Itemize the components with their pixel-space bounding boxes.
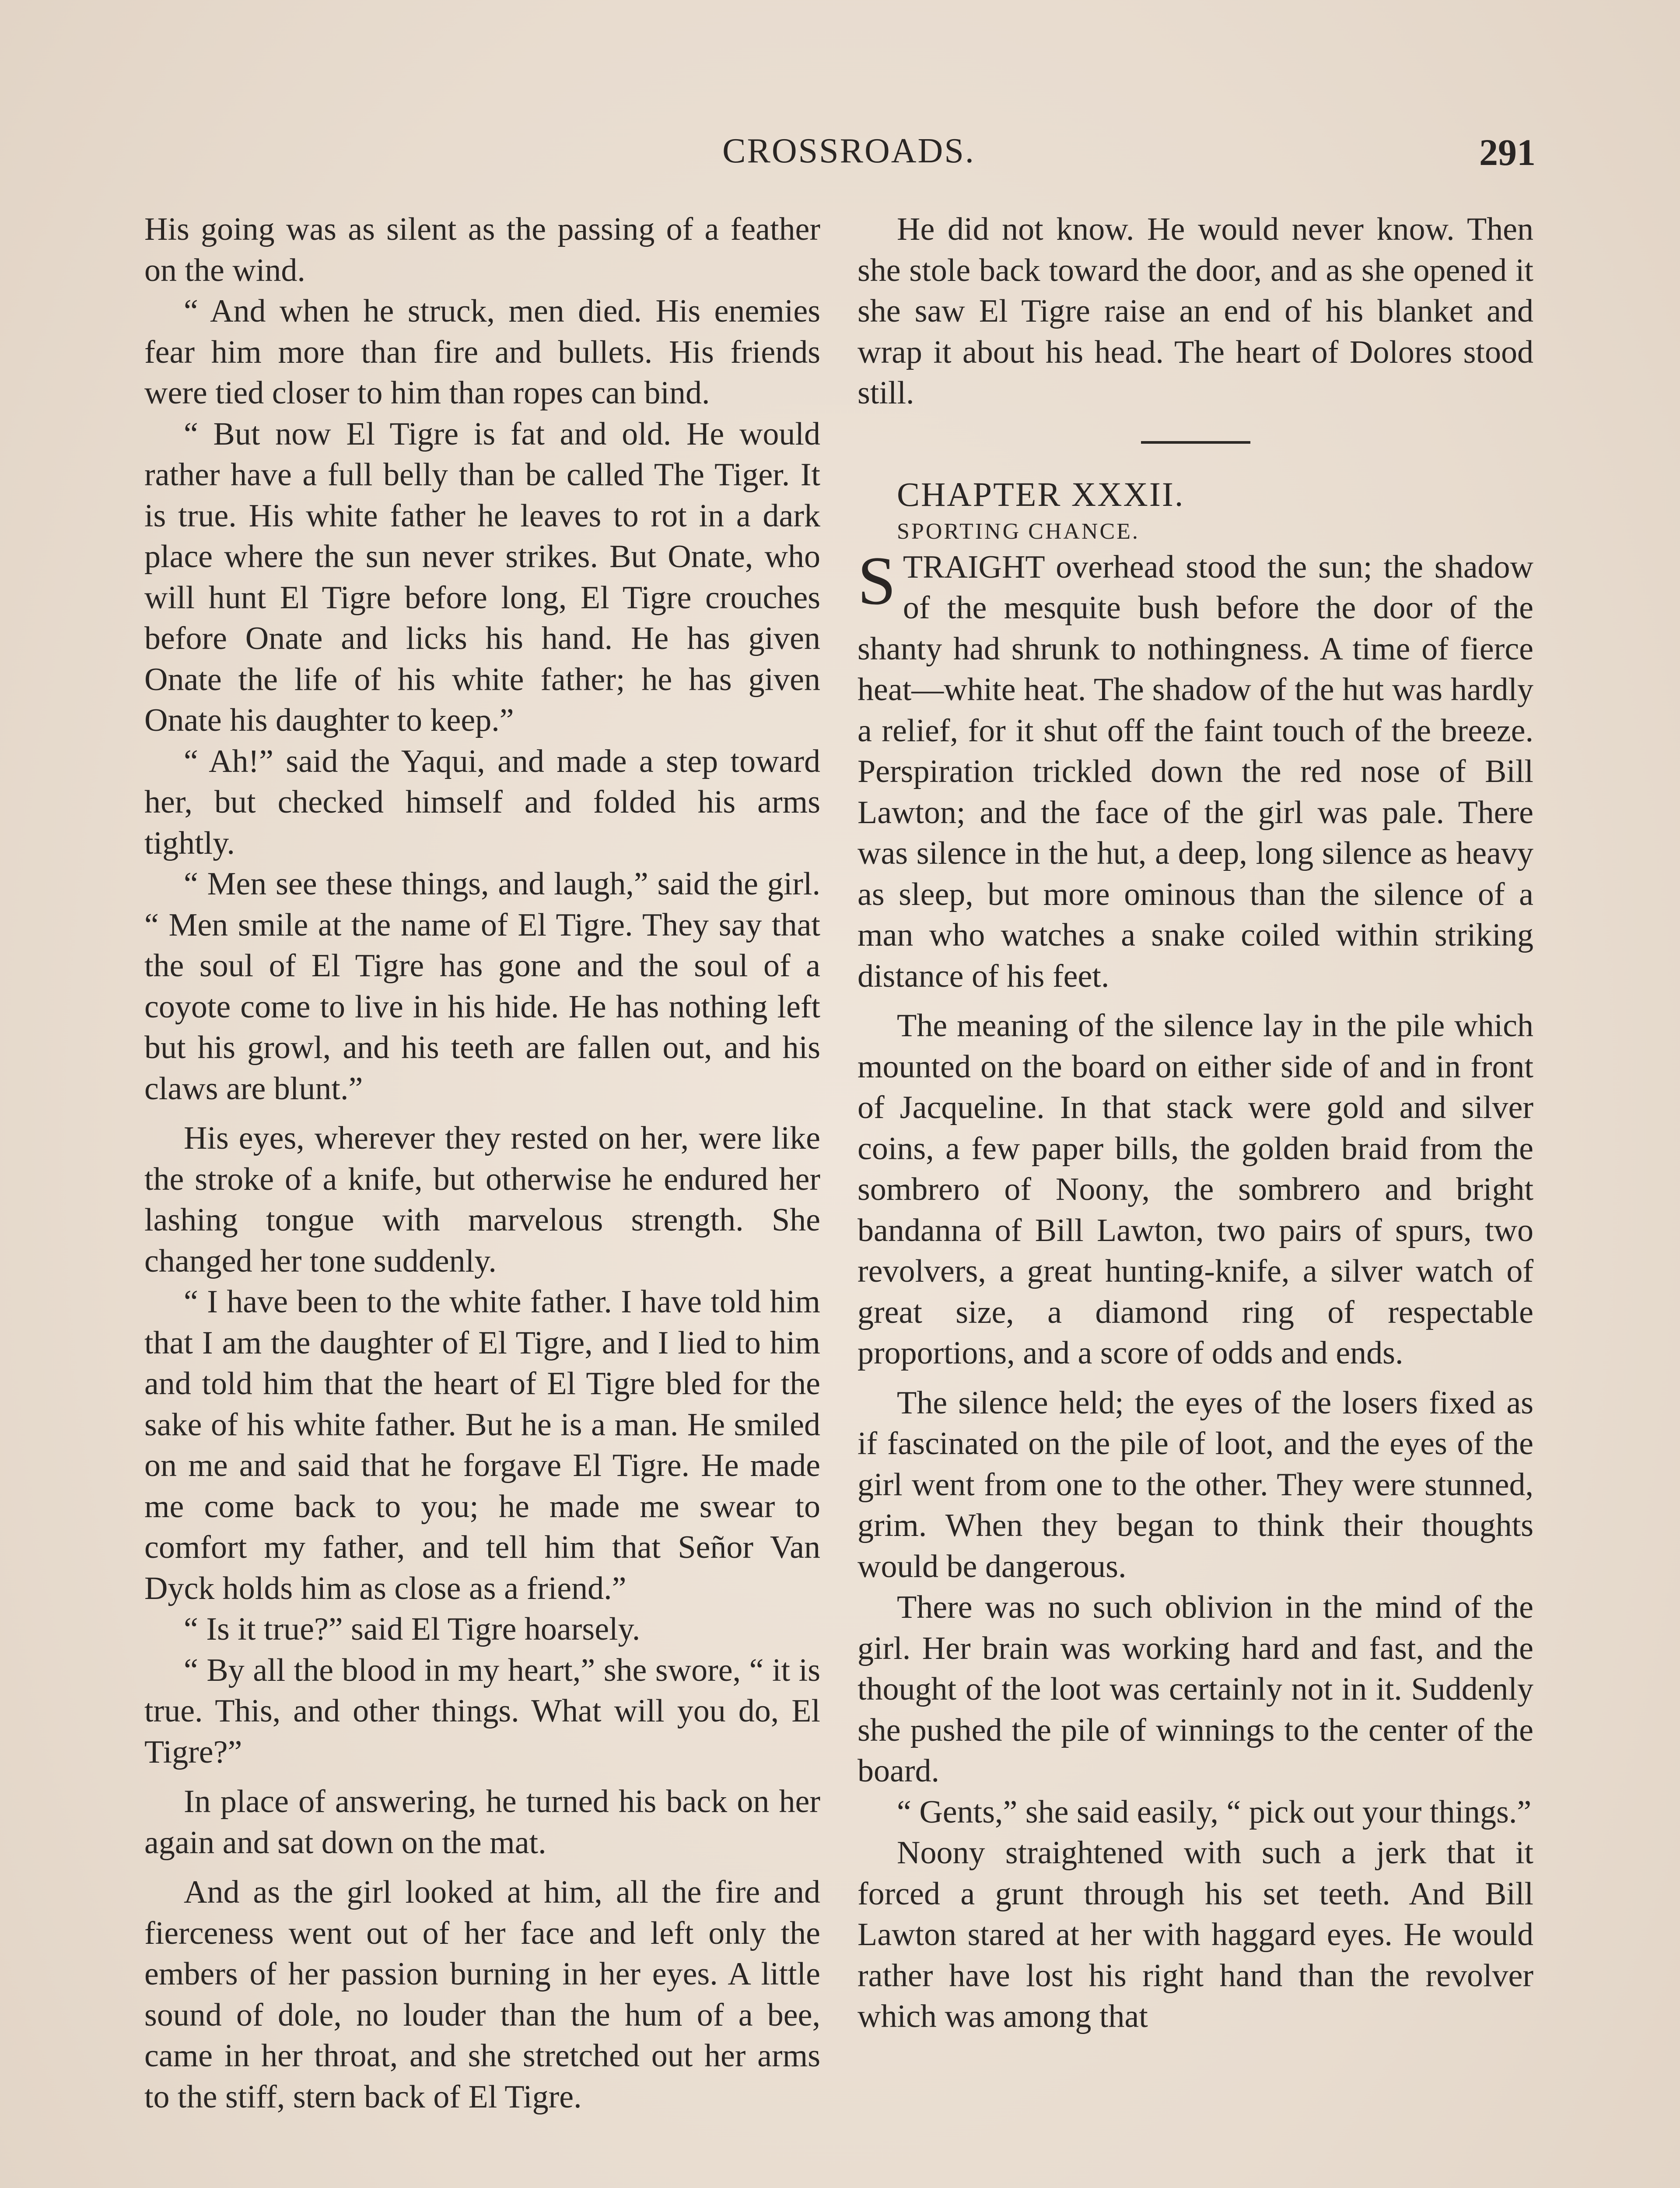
paragraph: And as the girl looked at him, all the fire and fierceness went out of her face and left only the embers of her passion burning in her eyes. A little sound of dole, no louder than the hum of a bee, came in her throat, and she stretched out her arms to the stiff, stern back of El Tigre. — [144, 1874, 820, 2115]
page-number: 291 — [1479, 131, 1536, 173]
paragraph: “ But now El Tigre is fat and old. He would rather have a full belly than be called The Tiger. It is true. His white father he leaves to rot in a dark place where the sun never strikes. But Onate, who will hunt El Tigre before long, El Tigre crouches before Onate and licks his hand. He has given Onate the life of his white father; he has given Onate his daughter to keep.” — [144, 416, 820, 738]
right-column — [858, 209, 1533, 2037]
paragraph: He did not know. He would never know. Then she stole back toward the door, and as she opened it she saw El Tigre raise an end of his blanket and wrap it about his head. The heart of Dolores stood still. — [858, 211, 1533, 411]
paragraph: “ Gents,” she said easily, “ pick out your things.” — [897, 1794, 1532, 1830]
paragraph: “ I have been to the white father. I have told him that I am the daughter of El Tigre, and I lied to him and told him that the heart of El Tigre bled for the sake of his white father. But he is a man. He smiled on me and said that he forgave El Tigre. He made me come back to you; he made me swear to comfort my father, and tell him that Señor Van Dyck holds him as close as a friend.” — [144, 1284, 820, 1606]
paragraph: His eyes, wherever they rested on her, were like the stroke of a knife, but otherwise he endured her lashing tongue with marvelous strength. She changed her tone suddenly. — [144, 1120, 820, 1279]
running-header: CROSSROADS. — [722, 132, 975, 170]
paragraph: The meaning of the silence lay in the pile which mounted on the board on either side of and in front of Jacqueline. In that stack were gold and silver coins, a few paper bills, the golden braid from the sombrero of Noony, the sombrero and bright bandanna of Bill Lawton, two pairs of spurs, two revolvers, a great hunting-knife, a silver watch of great size, a diamond ring of respectable proportions, and a score of odds and ends. — [858, 1008, 1533, 1371]
opening-text: TRAIGHT overhead stood the sun; the shadow of the mesquite bush before the door of the shanty had shrunk to nothingness. A time of fierce heat—white heat. The shadow of the hut was hardly a relief, for it shut off the faint touch of the breeze. Perspiration trickled down the red nose of Bill Lawton; and the face of the girl was pale. There was silence in the hut, a deep, long silence as heavy as sleep, but more ominous than the silence of a man who watches a snake coiled within striking distance of his feet. — [858, 549, 1533, 994]
left-column — [144, 209, 820, 2118]
paragraph: In place of answering, he turned his back on her again and sat down on the mat. — [144, 1784, 820, 1861]
chapter-subtitle: SPORTING CHANCE. — [897, 519, 1140, 544]
paragraph: “ And when he struck, men died. His enemies fear him more than fire and bullets. His friends were tied closer to him than ropes can bind. — [144, 293, 820, 411]
paragraph: “ Ah!” said the Yaqui, and made a step toward her, but checked himself and folded his arms tightly. — [144, 743, 820, 861]
paragraph: Noony straightened with such a jerk that it forced a grunt through his set teeth. And Bill Lawton stared at her with haggard eyes. He would rather have lost his right hand than the revolver which was among that — [858, 1835, 1533, 2034]
paragraph: There was no such oblivion in the mind of the girl. Her brain was working hard and fast, and the thought of the loot was certainly not in it. Suddenly she pushed the pile of winnings to the center of the board. — [858, 1589, 1533, 1789]
chapter-heading: CHAPTER XXXII. — [897, 475, 1185, 513]
paragraph: His going was as silent as the passing of a feather on the wind. — [144, 211, 820, 288]
section-divider — [1141, 441, 1250, 444]
paragraph: The silence held; the eyes of the losers fixed as if fascinated on the pile of loot, and the eyes of the girl went from one to the other. They were stunned, grim. When they began to think their thoughts would be dangerous. — [858, 1385, 1533, 1585]
drop-cap: S — [858, 542, 896, 619]
chapter-opening-paragraph — [858, 542, 1533, 997]
paragraph: “ Is it true?” said El Tigre hoarsely. — [184, 1611, 640, 1647]
paragraph: “ By all the blood in my heart,” she swore, “ it is true. This, and other things. What will you do, El Tigre?” — [144, 1652, 820, 1770]
paragraph: “ Men see these things, and laugh,” said the girl. “ Men smile at the name of El Tigre. They say that the soul of El Tigre has gone and the soul of a coyote come to live in his hide. He has nothing left but his growl, and his teeth are fallen out, and his claws are blunt.” — [144, 866, 820, 1107]
